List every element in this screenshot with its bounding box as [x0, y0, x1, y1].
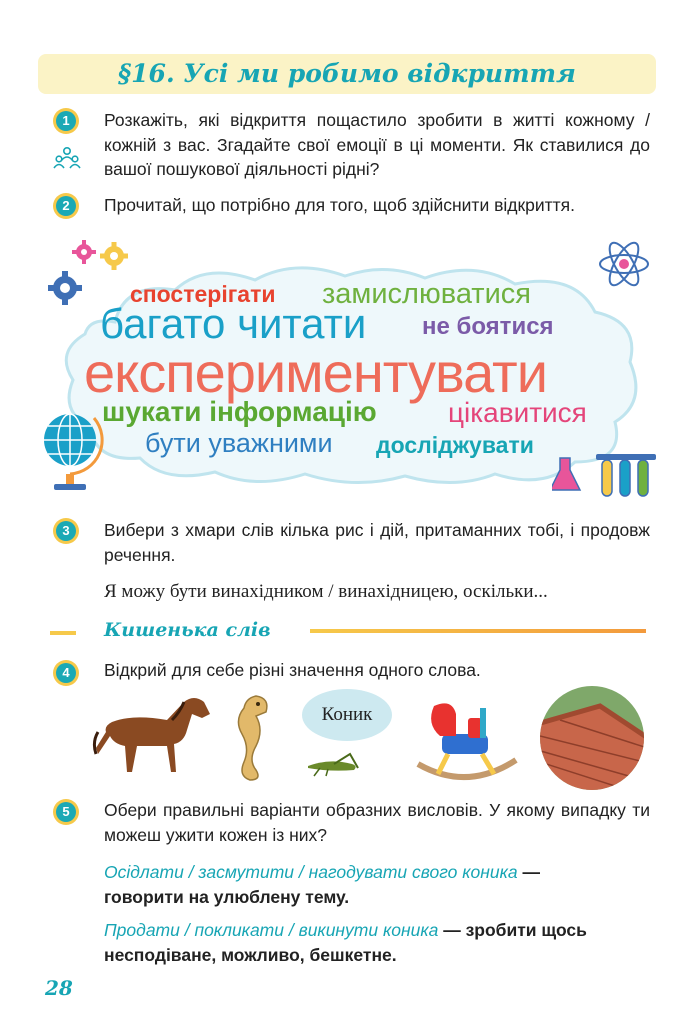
- expression-2-options: Продати / покликати / викинути коника: [104, 920, 439, 940]
- sentence-prompt: Я можу бути винахідником / винахідницею, оскільки...: [104, 581, 548, 602]
- expression-1-meaning: говорити на улюблену тему.: [104, 886, 350, 907]
- task-number-badge: 1: [53, 108, 79, 134]
- task-text: Відкрий для себе різні значення одного слова.: [104, 660, 481, 680]
- cloud-word: цікавитися: [448, 397, 587, 428]
- horse-image: [92, 692, 214, 778]
- cloud-word: не боятися: [422, 313, 554, 340]
- globe-icon: [40, 408, 104, 494]
- cloud-word: спостерігати: [130, 281, 276, 307]
- page-title: §16. Усі ми робимо відкриття: [118, 59, 576, 88]
- expression-2: [104, 918, 650, 967]
- section-line-left: [50, 631, 76, 635]
- page-number: 28: [45, 976, 73, 1000]
- grasshopper-image: [300, 752, 364, 778]
- task-number-badge: 5: [53, 799, 79, 825]
- task-text: Вибери з хмари слів кілька рис і дій, притаманних тобі, і продовж речення.: [104, 520, 650, 565]
- task-text: Прочитай, що потрібно для того, щоб здійснити відкриття.: [104, 195, 576, 215]
- gear-icon: [46, 268, 84, 308]
- cloud-word: бути уважними: [145, 428, 333, 458]
- group-work-icon: [52, 146, 82, 170]
- rocking-horse-image: [412, 694, 522, 788]
- task-number-badge: 3: [53, 518, 79, 544]
- expression-1: [104, 860, 650, 909]
- expression-1-options: Осідлати / засмутити / нагодувати свого коника: [104, 862, 518, 882]
- word-bubble-label: Коник: [321, 704, 373, 725]
- section-title: Кишенька слів: [104, 619, 271, 641]
- atom-icon: [596, 236, 652, 292]
- expression-1-dash: —: [517, 862, 541, 882]
- expression-2-dash: —: [438, 920, 461, 940]
- task-text: Розкажіть, які відкриття пощастило зробити в житті кожному / кожній з вас. Згадайте свої емоції в ці моменти. Як ставилися до вашої пошукової діяльності рідні?: [104, 110, 650, 179]
- task-number-badge: 4: [53, 660, 79, 686]
- cloud-word: шукати інформацію: [102, 396, 377, 427]
- roof-ridge-image: [540, 686, 644, 790]
- cloud-word: досліджувати: [376, 432, 534, 458]
- section-line-right: [310, 629, 646, 633]
- cloud-word: експериментувати: [84, 341, 547, 404]
- cloud-word: замислюватися: [322, 278, 531, 310]
- task-text: Обери правильні варіанти образних висловів. У якому випадку ти можеш ужити кожен із них?: [104, 800, 650, 845]
- lab-flasks-icon: [552, 448, 657, 500]
- seahorse-image: [226, 690, 274, 786]
- expression-2-meaning: зробити щось несподіване, можливо, бешкетне.: [104, 920, 587, 965]
- task-number-badge: 2: [53, 193, 79, 219]
- cloud-word: багато читати: [100, 300, 367, 347]
